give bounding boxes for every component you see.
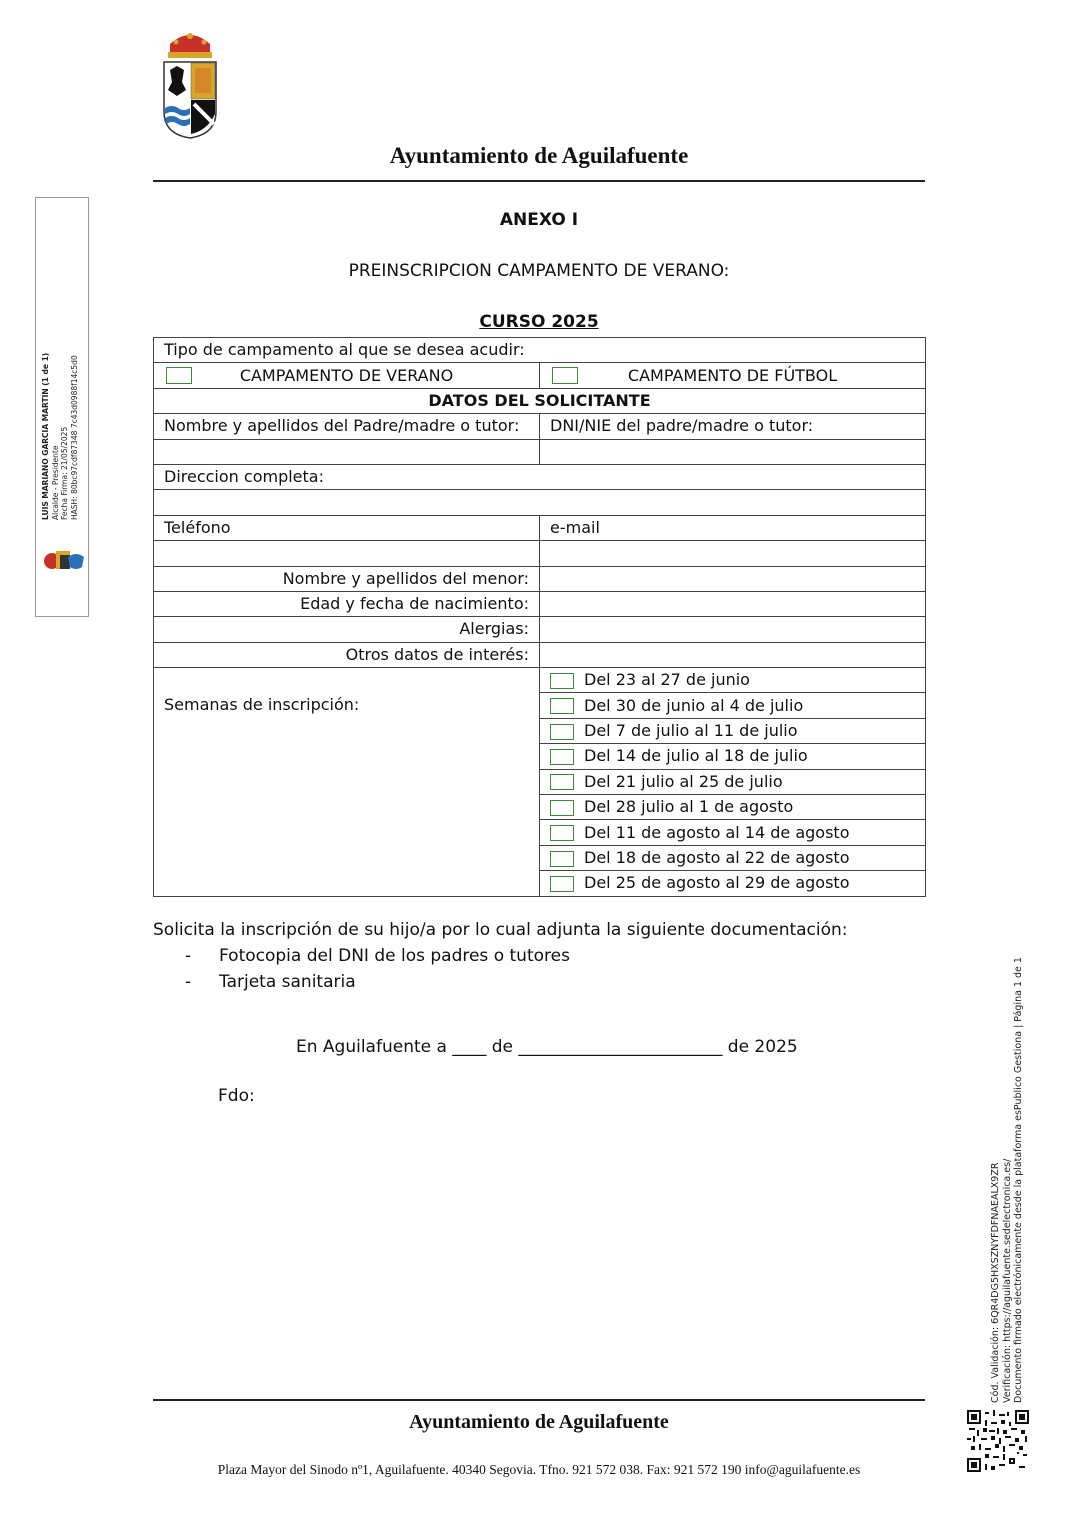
list-bullet: - <box>185 972 192 992</box>
table-row <box>154 591 926 616</box>
document-item-label: Fotocopia del DNI de los padres o tutores <box>219 946 570 966</box>
child-name-label: Nombre y apellidos del menor: <box>154 566 540 591</box>
checkbox-icon[interactable] <box>550 724 574 740</box>
week-option[interactable] <box>540 845 926 870</box>
child-age-field[interactable] <box>540 591 926 616</box>
parent-id-field[interactable] <box>540 439 926 464</box>
municipal-crest-logo <box>158 30 222 140</box>
email-field[interactable] <box>540 541 926 566</box>
table-row <box>154 490 926 515</box>
camp-option-label: CAMPAMENTO DE FÚTBOL <box>627 365 838 385</box>
place-date-line: En Aguilafuente a ____ de ________________________ de 2025 <box>296 1037 798 1057</box>
table-row <box>154 363 926 388</box>
header-divider <box>153 180 925 182</box>
table-row <box>154 668 926 693</box>
table-row <box>154 566 926 591</box>
verification-url[interactable]: Verificación: https://aguilafuente.sedelectronica.es/ <box>1001 1158 1013 1403</box>
child-name-field[interactable] <box>540 566 926 591</box>
signature-date: Fecha Firma: 21/05/2025 <box>60 426 69 520</box>
parent-id-label: DNI/NIE del padre/madre o tutor: <box>540 414 926 439</box>
allergies-label: Alergias: <box>154 617 540 642</box>
weeks-label: Semanas de inscripción: <box>154 668 540 897</box>
week-option-label: Del 30 de junio al 4 de julio <box>584 695 804 715</box>
document-list-item <box>185 946 570 966</box>
list-bullet: - <box>185 946 192 966</box>
address-field[interactable] <box>154 490 926 515</box>
other-data-field[interactable] <box>540 642 926 667</box>
table-row <box>154 541 926 566</box>
checkbox-icon[interactable] <box>550 851 574 867</box>
checkbox-icon[interactable] <box>550 673 574 689</box>
email-label: e-mail <box>540 515 926 540</box>
parent-name-label: Nombre y apellidos del Padre/madre o tutor: <box>154 414 540 439</box>
checkbox-icon[interactable] <box>550 698 574 714</box>
signature-crest-icon <box>42 547 86 573</box>
week-option-label: Del 28 julio al 1 de agosto <box>584 797 794 817</box>
table-row <box>154 464 926 489</box>
phone-field[interactable] <box>154 541 540 566</box>
checkbox-icon[interactable] <box>550 774 574 790</box>
allergies-field[interactable] <box>540 617 926 642</box>
phone-label: Teléfono <box>154 515 540 540</box>
address-label: Direccion completa: <box>154 464 926 489</box>
week-option[interactable] <box>540 718 926 743</box>
table-row <box>154 338 926 363</box>
validation-code: Cód. Validación: 6QR4DG5HXSZNYFDFNAEALX9ZR <box>990 1162 1001 1403</box>
other-data-label: Otros datos de interés: <box>154 642 540 667</box>
week-option-label: Del 14 de julio al 18 de julio <box>584 746 808 766</box>
camp-type-label: Tipo de campamento al que se desea acudir: <box>154 338 926 363</box>
registration-form-table <box>153 337 926 897</box>
week-option-label: Del 7 de julio al 11 de julio <box>584 721 798 741</box>
signature-details <box>41 320 81 520</box>
qr-code-icon <box>967 1410 1029 1472</box>
form-heading: PREINSCRIPCION CAMPAMENTO DE VERANO: <box>348 261 730 281</box>
child-age-label: Edad y fecha de nacimiento: <box>154 591 540 616</box>
table-row <box>154 515 926 540</box>
checkbox-icon[interactable] <box>166 367 192 384</box>
signer-name: LUIS MARIANO GARCIA MARTIN (1 de 1) <box>41 352 50 520</box>
table-row <box>154 414 926 439</box>
week-option-label: Del 23 al 27 de junio <box>584 670 750 690</box>
validation-strip <box>990 943 1030 1403</box>
week-option-label: Del 11 de agosto al 14 de agosto <box>584 822 850 842</box>
week-option-label: Del 18 de agosto al 22 de agosto <box>584 848 850 867</box>
annex-title: ANEXO I <box>499 210 579 230</box>
footer-address: Plaza Mayor del Sinodo nº1, Aguilafuente. 40340 Segovia. Tfno. 921 572 038. Fax: 921 572 190 info@aguilafuente.es <box>217 1462 861 1477</box>
camp-option-summer[interactable] <box>154 363 540 388</box>
validation-note: Documento firmado electrónicamente desde la plataforma esPublico Gestiona | Página 1 de 1 <box>1013 957 1024 1403</box>
request-text: Solicita la inscripción de su hijo/a por lo cual adjunta la siguiente documentación: <box>153 920 848 940</box>
week-option[interactable] <box>540 668 926 693</box>
week-option-label: Del 21 julio al 25 de julio <box>584 771 783 791</box>
footer-title: Ayuntamiento de Aguilafuente <box>409 1411 669 1433</box>
checkbox-icon[interactable] <box>550 825 574 841</box>
week-option[interactable] <box>540 769 926 794</box>
camp-option-football[interactable] <box>540 363 926 388</box>
camp-option-label: CAMPAMENTO DE VERANO <box>239 365 454 385</box>
week-option[interactable] <box>540 820 926 845</box>
table-row <box>154 439 926 464</box>
document-list-item <box>185 972 356 992</box>
signer-role: Alcalde - Presidente <box>50 445 60 520</box>
week-option[interactable] <box>540 744 926 769</box>
table-row <box>154 388 926 413</box>
signature-label: Fdo: <box>218 1086 255 1106</box>
week-option[interactable] <box>540 795 926 820</box>
parent-name-field[interactable] <box>154 439 540 464</box>
checkbox-icon[interactable] <box>550 749 574 765</box>
checkbox-icon[interactable] <box>550 800 574 816</box>
table-row <box>154 642 926 667</box>
applicant-section-title: DATOS DEL SOLICITANTE <box>154 388 926 413</box>
checkbox-icon[interactable] <box>550 876 574 892</box>
week-option-label: Del 25 de agosto al 29 de agosto <box>584 873 850 893</box>
week-option[interactable] <box>540 871 926 896</box>
checkbox-icon[interactable] <box>552 367 578 384</box>
table-row <box>154 617 926 642</box>
signature-hash: HASH: 80bc97cdf87348 7c43d0988f14c5d0 <box>69 355 79 520</box>
course-year: CURSO 2025 <box>479 312 599 332</box>
document-item-label: Tarjeta sanitaria <box>219 972 356 992</box>
footer-divider <box>153 1399 925 1401</box>
week-option[interactable] <box>540 693 926 718</box>
header-title: Ayuntamiento de Aguilafuente <box>389 143 689 168</box>
